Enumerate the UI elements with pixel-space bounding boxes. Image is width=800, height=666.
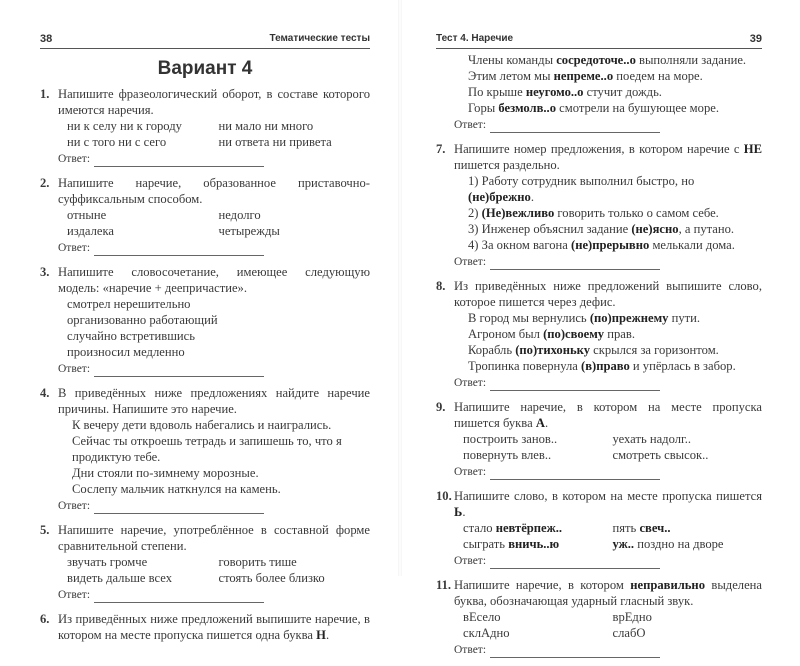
text-part: и упёрлась в забор. (629, 359, 736, 373)
question-number: 5. (40, 523, 50, 537)
answer-field[interactable] (454, 553, 762, 569)
answer-label: Ответ: (454, 256, 487, 268)
question-text (454, 141, 762, 173)
emphasis: вничь..ю (508, 537, 560, 551)
answer-line[interactable] (490, 557, 660, 569)
answer-line[interactable] (94, 502, 264, 514)
sentence (468, 342, 762, 358)
answer-label: Ответ: (454, 644, 487, 656)
text-part: сыграть (463, 537, 509, 551)
question-text: В приведённых ниже предложениях найдите наречие причины. Напишите это наречие. (58, 386, 370, 416)
answer-field[interactable] (58, 361, 370, 377)
sentence (468, 84, 762, 100)
options (454, 431, 762, 463)
text-part: В город мы вернулись (468, 311, 590, 325)
question-number: 4. (40, 386, 50, 400)
right-page (400, 0, 800, 656)
options (454, 520, 762, 552)
sentence (468, 326, 762, 342)
text-part: Напишите наречие, в котором на месте пропуска пишется буква (454, 400, 762, 430)
question-number: 3. (40, 265, 50, 279)
answer-line[interactable] (490, 258, 660, 270)
text-part: Горы (468, 101, 499, 115)
emphasis: безмолв..о (498, 101, 556, 115)
text-part: пишется раздельно. (454, 158, 560, 172)
text-part: По крыше (468, 85, 526, 99)
answer-label: Ответ: (454, 377, 487, 389)
text-part: выполняли задание. (635, 53, 747, 67)
question-text (454, 488, 762, 520)
answer-line[interactable] (94, 244, 264, 256)
answer-line[interactable] (490, 121, 660, 133)
option: недолго (218, 208, 261, 222)
answer-field[interactable] (454, 117, 762, 133)
option: повернуть влев.. (463, 448, 552, 462)
option (613, 520, 763, 536)
question-text (58, 611, 370, 643)
option: врЕдно (612, 610, 652, 624)
sentence: Сейчас ты откроешь тетрадь и запишешь то, что я продиктую тебе. (72, 434, 342, 464)
text-part: Напишите номер предложения, в котором наречие с (454, 142, 744, 156)
answer-field[interactable] (58, 498, 370, 514)
page-number: 39 (749, 33, 762, 45)
answer-field[interactable] (454, 375, 762, 391)
sentence (468, 205, 762, 221)
text-part: 1) Работу сотрудник выполнил быстро, но (468, 174, 695, 188)
option: склАдно (463, 626, 510, 640)
option: четырежды (218, 224, 280, 238)
option: построить занов.. (463, 432, 558, 446)
option: ни мало ни много (218, 119, 314, 133)
options (58, 118, 370, 150)
question-10 (436, 488, 762, 569)
answer-field[interactable] (58, 240, 370, 256)
answer-field[interactable] (58, 587, 370, 603)
question-2 (40, 175, 370, 256)
option (463, 536, 613, 552)
text-part: Из приведённых ниже предложений выпишите наречие, в котором на месте пропуска пишется одна буква (58, 612, 370, 642)
text-part: скрылся за горизонтом. (590, 343, 719, 357)
sentence (468, 68, 762, 84)
answer-field[interactable] (454, 642, 762, 658)
running-title: Тематические тесты (269, 33, 370, 44)
sentence: Сослепу мальчик наткнулся на камень. (72, 482, 281, 496)
emphasis: (в)право (581, 359, 630, 373)
sentences (454, 310, 762, 374)
option: отныне (67, 208, 107, 222)
text-part: стучит дождь. (583, 85, 662, 99)
option: ни ответа ни привета (218, 135, 332, 149)
answer-line[interactable] (94, 591, 264, 603)
text-part: мелькали дома. (649, 238, 735, 252)
answer-label: Ответ: (58, 153, 91, 165)
question-1 (40, 86, 370, 167)
left-page (0, 0, 400, 642)
answer-line[interactable] (490, 468, 660, 480)
option: слабО (612, 626, 646, 640)
option: ни к селу ни к городу (67, 119, 182, 133)
question-text: Напишите наречие, образованное приставочно-суффиксальным способом. (58, 176, 370, 206)
option (613, 536, 763, 552)
question-5 (40, 522, 370, 603)
emphasis: (не)брежно (468, 190, 531, 204)
text-part: . (544, 416, 549, 430)
option: смотрел нерешительно (67, 297, 191, 311)
answer-field[interactable] (58, 151, 370, 167)
emphasis: сосредоточе..о (556, 53, 636, 67)
question-number: 7. (436, 142, 446, 156)
option: вЕсело (463, 610, 501, 624)
text-part: , а путано. (678, 222, 735, 236)
text-part: стало (463, 521, 496, 535)
emphasis: непреме..о (553, 69, 614, 83)
sentence (468, 173, 762, 205)
answer-label: Ответ: (58, 500, 91, 512)
option: организованно работающий (67, 313, 218, 327)
options (454, 609, 762, 641)
emphasis: (по)своему (543, 327, 605, 341)
question-text: Из приведённых ниже предложений выпишите слово, которое пишется через дефис. (454, 279, 762, 309)
sentence (468, 358, 762, 374)
question-6-continued (436, 52, 762, 133)
left-content (40, 86, 370, 651)
answer-label: Ответ: (58, 242, 91, 254)
emphasis: уж.. (612, 537, 635, 551)
answer-field[interactable] (454, 464, 762, 480)
option: звучать громче (67, 555, 148, 569)
emphasis: (не)ясно (631, 222, 679, 236)
emphasis: НЕ (743, 142, 762, 156)
question-11 (436, 577, 762, 658)
emphasis: Ь (454, 505, 463, 519)
emphasis: неугомо..о (525, 85, 584, 99)
text-part: . (530, 190, 534, 204)
text-part: 2) (468, 206, 482, 220)
question-3 (40, 264, 370, 377)
question-text (454, 399, 762, 431)
answer-label: Ответ: (58, 363, 91, 375)
options (58, 296, 370, 360)
emphasis: Н (316, 628, 326, 642)
running-title: Тест 4. Наречие (436, 33, 514, 44)
emphasis: свеч.. (639, 521, 671, 535)
text-part: Этим летом мы (468, 69, 554, 83)
answer-field[interactable] (454, 254, 762, 270)
text-part: 3) Инженер объяснил задание (468, 222, 632, 236)
running-head (40, 32, 370, 49)
sentences (454, 173, 762, 253)
text-part: Напишите слово, в котором на месте пропуска пишется (454, 489, 762, 503)
text-part: Агроном был (468, 327, 544, 341)
emphasis: неправильно (630, 578, 705, 592)
text-part: . (325, 628, 330, 642)
answer-line[interactable] (490, 646, 660, 658)
sentence: Дни стояли по-зимнему морозные. (72, 466, 259, 480)
options (58, 207, 370, 239)
question-number: 6. (40, 612, 50, 626)
text-part: говорить только о самом себе. (554, 206, 719, 220)
answer-line[interactable] (94, 155, 264, 167)
option (463, 520, 613, 536)
sentence (468, 221, 762, 237)
question-text: Напишите словосочетание, имеющее следующую модель: «наречие + деепричастие». (58, 265, 370, 295)
question-7 (436, 141, 762, 270)
text-part: поедем на море. (613, 69, 703, 83)
option: случайно встретившись (67, 329, 195, 343)
text-part: Корабль (468, 343, 516, 357)
question-text: Напишите наречие, употреблённое в составной форме сравнительной степени. (58, 523, 370, 553)
sentence (468, 237, 762, 253)
question-number: 9. (436, 400, 446, 414)
answer-label: Ответ: (454, 466, 487, 478)
answer-line[interactable] (490, 379, 660, 391)
option: издалека (67, 224, 114, 238)
text-part: пути. (668, 311, 701, 325)
question-4 (40, 385, 370, 514)
emphasis: А (535, 416, 545, 430)
emphasis: невтёрпеж.. (495, 521, 563, 535)
text-part: . (462, 505, 466, 519)
question-9 (436, 399, 762, 480)
question-text: Напишите фразеологический оборот, в составе которого имеются наречия. (58, 87, 370, 117)
option: смотреть свысок.. (612, 448, 709, 462)
option: говорить тише (218, 555, 297, 569)
question-8 (436, 278, 762, 391)
question-number: 10. (436, 489, 452, 503)
answer-label: Ответ: (454, 119, 487, 131)
text-part: пять (612, 521, 640, 535)
text-part: Напишите наречие, в котором (454, 578, 631, 592)
question-text (454, 577, 762, 609)
answer-line[interactable] (94, 365, 264, 377)
variant-title: Вариант 4 (157, 58, 253, 79)
option: видеть дальше всех (67, 571, 172, 585)
emphasis: (Не)вежливо (481, 206, 555, 220)
sentences (454, 52, 762, 116)
option: стоять более близко (218, 571, 325, 585)
sentence: К вечеру дети вдоволь набегались и наигрались. (72, 418, 332, 432)
emphasis: (по)тихоньку (515, 343, 591, 357)
emphasis: (по)прежнему (589, 311, 669, 325)
sentences (58, 417, 370, 497)
sentence (468, 100, 762, 116)
question-number: 2. (40, 176, 50, 190)
answer-label: Ответ: (58, 589, 91, 601)
running-head (436, 32, 762, 49)
right-content (436, 52, 762, 666)
options (58, 554, 370, 586)
text-part: Тропинка повернула (468, 359, 581, 373)
emphasis: (не)прерывно (571, 238, 650, 252)
text-part: Члены команды (468, 53, 557, 67)
text-part: смотрели на бушующее море. (556, 101, 719, 115)
option: уехать надолг.. (612, 432, 692, 446)
question-number: 1. (40, 87, 50, 101)
question-number: 11. (436, 578, 452, 592)
question-6 (40, 611, 370, 643)
sentence (468, 310, 762, 326)
option: произносил медленно (67, 345, 185, 359)
text-part: 4) За окном вагона (468, 238, 572, 252)
text-part: поздно на дворе (634, 537, 724, 551)
page-number: 38 (40, 33, 53, 45)
answer-label: Ответ: (454, 555, 487, 567)
question-number: 8. (436, 279, 446, 293)
text-part: прав. (604, 327, 635, 341)
option: ни с того ни с сего (67, 135, 167, 149)
sentence (468, 52, 762, 68)
text-part: выделена буква, обозначающая ударный гласный звук. (454, 578, 762, 608)
